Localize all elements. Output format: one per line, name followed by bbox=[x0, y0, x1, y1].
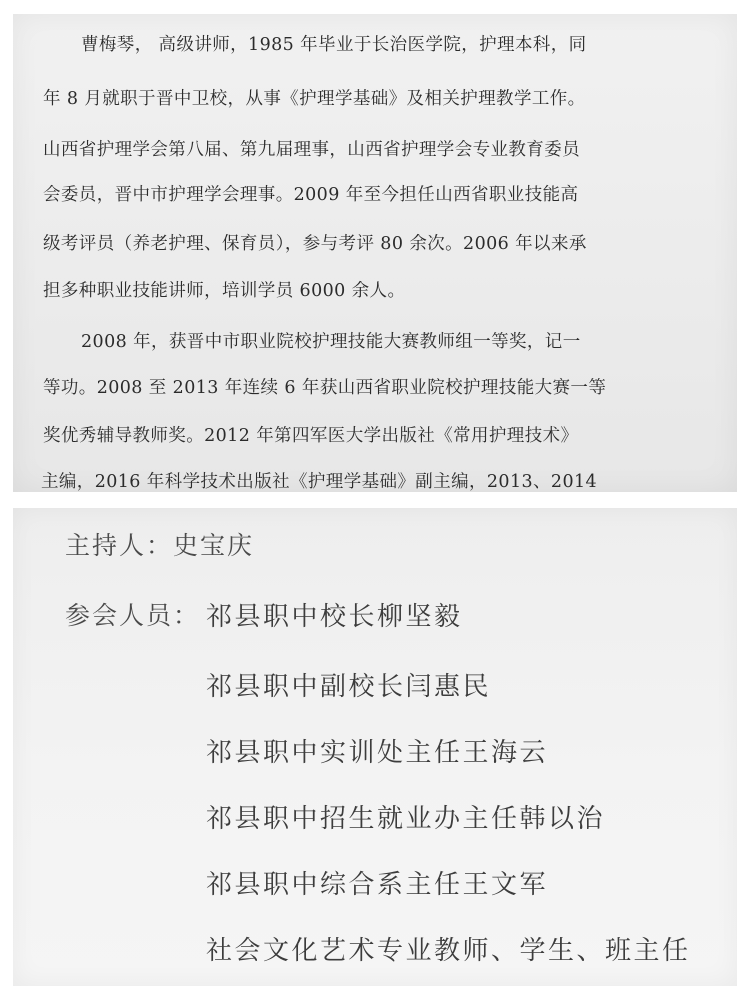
bio-line: 曹梅琴， 高级讲师，1985 年毕业于长治医学院，护理本科，同 bbox=[81, 35, 587, 55]
bio-line: 2008 年，获晋中市职业院校护理技能大赛教师组一等奖，记一 bbox=[81, 332, 581, 352]
participant-line: 祁县职中校长柳坚毅 bbox=[206, 602, 463, 632]
bio-line: 主编，2016 年科学技术出版社《护理学基础》副主编，2013、2014 bbox=[41, 472, 598, 492]
roster-photo bbox=[13, 508, 737, 986]
bio-line: 会委员，晋中市护理学会理事。2009 年至今担任山西省职业技能高 bbox=[43, 185, 579, 205]
participant-line: 祁县职中副校长闫惠民 bbox=[206, 672, 492, 702]
host-line: 主持人：史宝庆 bbox=[65, 531, 255, 560]
bio-photo bbox=[13, 14, 737, 492]
bio-line: 年 8 月就职于晋中卫校，从事《护理学基础》及相关护理教学工作。 bbox=[43, 89, 586, 109]
participant-line: 社会文化艺术专业教师、学生、班主任 bbox=[206, 936, 691, 966]
bio-line: 担多种职业技能讲师，培训学员 6000 余人。 bbox=[43, 281, 406, 301]
participant-line: 祁县职中综合系主任王文军 bbox=[206, 870, 549, 900]
bio-line: 奖优秀辅导教师奖。2012 年第四军医大学出版社《常用护理技术》 bbox=[43, 426, 579, 446]
participant-line: 祁县职中实训处主任王海云 bbox=[206, 738, 549, 768]
bio-line: 山西省护理学会第八届、第九届理事，山西省护理学会专业教育委员 bbox=[43, 140, 580, 160]
bio-line: 等功。2008 至 2013 年连续 6 年获山西省职业院校护理技能大赛一等 bbox=[43, 378, 607, 398]
participants-label: 参会人员： bbox=[65, 601, 201, 630]
bio-line: 级考评员（养老护理、保育员），参与考评 80 余次。2006 年以来承 bbox=[43, 234, 587, 254]
participant-line: 祁县职中招生就业办主任韩以治 bbox=[206, 804, 606, 834]
